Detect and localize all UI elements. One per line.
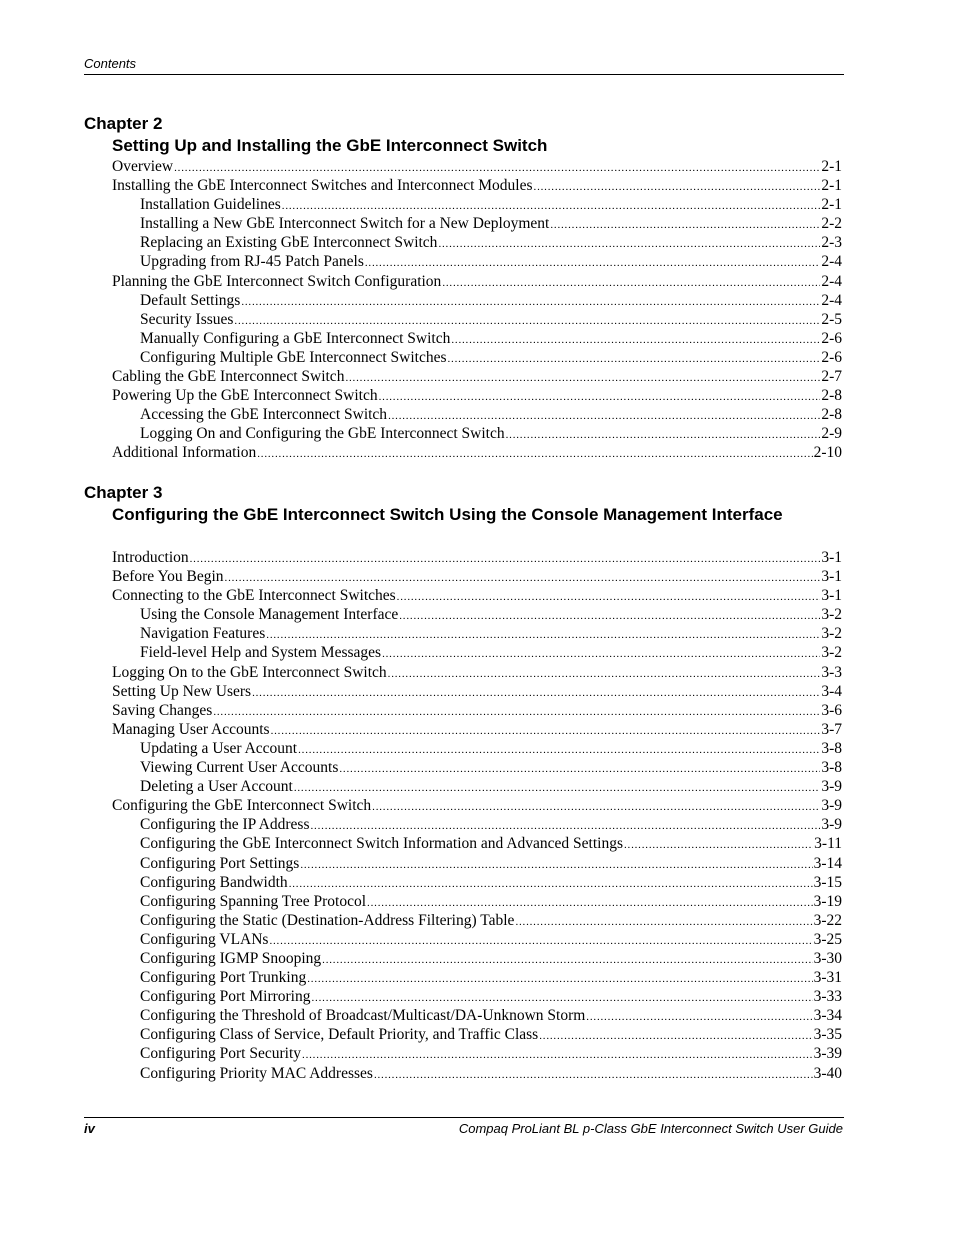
- toc-entry-title: Configuring the Static (Destination-Address Filtering) Table: [140, 911, 515, 929]
- toc-entry[interactable]: [112, 930, 842, 949]
- toc-entry-title: Upgrading from RJ-45 Patch Panels: [140, 253, 364, 271]
- toc-entry-title: Configuring IGMP Snooping: [140, 949, 322, 967]
- toc-entry-page: 3-40: [813, 1064, 842, 1082]
- toc-entry-title: Replacing an Existing GbE Interconnect Switch: [140, 234, 438, 252]
- dot-leader: [506, 426, 821, 445]
- dot-leader: [372, 798, 820, 817]
- toc-entry-page: 3-11: [814, 835, 842, 853]
- toc-entry[interactable]: [112, 386, 842, 405]
- toc-entry[interactable]: [112, 605, 842, 624]
- toc-entry-title: Installing the GbE Interconnect Switches and Interconnect Modules: [112, 177, 533, 195]
- toc-entry-page: 3-1: [821, 587, 842, 605]
- footer-rule: [84, 1117, 844, 1118]
- toc-entry-title: Installing a New GbE Interconnect Switch for a New Deployment: [140, 215, 550, 233]
- toc-entry-title: Manually Configuring a GbE Interconnect Switch: [140, 329, 451, 347]
- dot-leader: [269, 932, 812, 951]
- dot-leader: [550, 216, 820, 235]
- toc-entry[interactable]: [112, 195, 842, 214]
- toc-entry-title: Default Settings: [140, 291, 241, 309]
- toc-entry-title: Planning the GbE Interconnect Switch Configuration: [112, 272, 442, 290]
- toc-entry[interactable]: [112, 777, 842, 796]
- toc-entry-page: 2-5: [821, 310, 842, 328]
- toc-entry-title: Configuring Spanning Tree Protocol: [140, 892, 367, 910]
- toc-list: [112, 157, 842, 463]
- toc-entry[interactable]: [112, 367, 842, 386]
- toc-entry-title: Configuring Priority MAC Addresses: [140, 1064, 373, 1082]
- toc-entry[interactable]: [112, 873, 842, 892]
- dot-leader: [539, 1027, 812, 1046]
- dot-leader: [271, 722, 821, 741]
- dot-leader: [388, 665, 821, 684]
- toc-entry-page: 3-8: [821, 759, 842, 777]
- toc-entry-page: 3-33: [813, 988, 842, 1006]
- dot-leader: [252, 684, 820, 703]
- chapter-title: Configuring the GbE Interconnect Switch Using the Console Management Interface: [112, 505, 783, 524]
- toc-entry-title: Cabling the GbE Interconnect Switch: [112, 368, 345, 386]
- toc-entry-title: Powering Up the GbE Interconnect Switch: [112, 387, 378, 405]
- dot-leader: [586, 1008, 812, 1027]
- dot-leader: [241, 293, 820, 312]
- toc-entry[interactable]: [112, 424, 842, 443]
- dot-leader: [515, 913, 812, 932]
- dot-leader: [257, 445, 812, 464]
- toc-entry-page: 3-30: [813, 949, 842, 967]
- toc-entry[interactable]: [112, 586, 842, 605]
- dot-leader: [298, 741, 820, 760]
- toc-entry-title: Logging On to the GbE Interconnect Switch: [112, 663, 387, 681]
- toc-entry[interactable]: [112, 682, 842, 701]
- toc-entry[interactable]: [112, 405, 842, 424]
- toc-entry-title: Configuring the IP Address: [140, 816, 310, 834]
- dot-leader: [294, 779, 821, 798]
- dot-leader: [382, 645, 820, 664]
- toc-entry-title: Setting Up New Users: [112, 682, 252, 700]
- toc-entry[interactable]: [112, 739, 842, 758]
- dot-leader: [397, 588, 821, 607]
- toc-entry-page: 3-39: [813, 1045, 842, 1063]
- toc-entry-page: 2-8: [821, 387, 842, 405]
- dot-leader: [302, 1046, 813, 1065]
- dot-leader: [374, 1066, 813, 1085]
- toc-entry[interactable]: [112, 720, 842, 739]
- toc-entry-title: Configuring the GbE Interconnect Switch Information and Advanced Settings: [140, 835, 623, 853]
- toc-entry-page: 3-3: [821, 663, 842, 681]
- toc-entry-page: 2-1: [821, 177, 842, 195]
- toc-entry[interactable]: [112, 1025, 842, 1044]
- toc-entry[interactable]: [112, 443, 842, 462]
- toc-entry[interactable]: [112, 214, 842, 233]
- toc-entry[interactable]: [112, 567, 842, 586]
- chapter-label: Chapter 3: [84, 483, 163, 502]
- toc-entry-title: Configuring Multiple GbE Interconnect Switches: [140, 348, 447, 366]
- toc-entry-page: 3-9: [821, 797, 842, 815]
- dot-leader: [399, 607, 820, 626]
- dot-leader: [534, 178, 821, 197]
- toc-entry-title: Connecting to the GbE Interconnect Switches: [112, 587, 396, 605]
- toc-entry-page: 2-9: [821, 425, 842, 443]
- toc-entry-title: Security Issues: [140, 310, 234, 328]
- toc-entry-page: 3-34: [813, 1007, 842, 1025]
- toc-entry-page: 2-2: [821, 215, 842, 233]
- toc-entry[interactable]: [112, 1064, 842, 1083]
- toc-entry-page: 3-19: [813, 892, 842, 910]
- dot-leader: [379, 388, 821, 407]
- dot-leader: [438, 235, 820, 254]
- toc-entry[interactable]: [112, 949, 842, 968]
- toc-entry-page: 2-10: [813, 444, 842, 462]
- header-rule: [84, 74, 844, 75]
- dot-leader: [190, 550, 821, 569]
- toc-entry[interactable]: [112, 1044, 842, 1063]
- toc-entry-title: Introduction: [112, 549, 189, 566]
- toc-entry-page: 3-14: [813, 854, 842, 872]
- toc-entry-title: Configuring the Threshold of Broadcast/Multicast/DA-Unknown Storm: [140, 1007, 586, 1025]
- toc-entry-page: 3-25: [813, 930, 842, 948]
- toc-entry-page: 2-8: [821, 406, 842, 424]
- toc-entry-title: Overview: [112, 158, 174, 175]
- toc-entry[interactable]: [112, 624, 842, 643]
- toc-entry[interactable]: [112, 987, 842, 1006]
- toc-entry[interactable]: [112, 796, 842, 815]
- toc-entry-title: Accessing the GbE Interconnect Switch: [140, 406, 388, 424]
- dot-leader: [213, 703, 820, 722]
- toc-entry[interactable]: [112, 854, 842, 873]
- toc-entry-title: Configuring Port Trunking: [140, 969, 307, 987]
- toc-entry-title: Installation Guidelines: [140, 196, 281, 214]
- toc-entry[interactable]: [112, 157, 842, 176]
- toc-entry-page: 3-4: [821, 682, 842, 700]
- toc-entry-page: 2-4: [821, 253, 842, 271]
- toc-entry[interactable]: [112, 643, 842, 662]
- dot-leader: [442, 274, 820, 293]
- toc-entry-page: 3-15: [813, 873, 842, 891]
- toc-entry[interactable]: [112, 233, 842, 252]
- toc-entry-page: 3-2: [821, 644, 842, 662]
- toc-entry-title: Before You Begin: [112, 568, 224, 586]
- dot-leader: [300, 856, 812, 875]
- toc-entry-page: 3-2: [821, 625, 842, 643]
- running-head: Contents: [84, 56, 137, 71]
- toc-entry[interactable]: [112, 701, 842, 720]
- toc-entry-page: 3-35: [813, 1026, 842, 1044]
- toc-entry-title: Logging On and Configuring the GbE Interconnect Switch: [140, 425, 505, 443]
- toc-entry-title: Navigation Features: [140, 625, 266, 643]
- toc-entry-title: Using the Console Management Interface: [140, 606, 399, 624]
- dot-leader: [307, 970, 812, 989]
- toc-entry-page: 3-6: [821, 701, 842, 719]
- toc-entry-title: Configuring VLANs: [140, 930, 269, 948]
- toc-entry-page: 2-1: [821, 158, 842, 175]
- toc-entry-title: Additional Information: [112, 444, 257, 462]
- toc-entry[interactable]: [112, 834, 842, 853]
- toc-entry[interactable]: [112, 663, 842, 682]
- toc-entry[interactable]: [112, 815, 842, 834]
- dot-leader: [451, 331, 820, 350]
- toc-entry[interactable]: [112, 291, 842, 310]
- toc-entry[interactable]: [112, 1006, 842, 1025]
- toc-entry-title: Configuring Port Settings: [140, 854, 300, 872]
- toc-entry-page: 2-6: [821, 329, 842, 347]
- toc-entry-title: Configuring the GbE Interconnect Switch: [112, 797, 372, 815]
- toc-entry-page: 3-2: [821, 606, 842, 624]
- toc-entry[interactable]: [112, 272, 842, 291]
- toc-entry-title: Configuring Port Mirroring: [140, 988, 311, 1006]
- toc-entry-page: 3-1: [821, 568, 842, 586]
- toc-entry[interactable]: [112, 911, 842, 930]
- toc-entry-page: 3-1: [821, 549, 842, 566]
- toc-entry-page: 2-4: [821, 272, 842, 290]
- dot-leader: [289, 875, 813, 894]
- toc-entry-page: 3-31: [813, 969, 842, 987]
- page-number: iv: [84, 1121, 95, 1136]
- toc-entry-page: 3-7: [821, 720, 842, 738]
- toc-entry-title: Viewing Current User Accounts: [140, 759, 339, 777]
- toc-entry[interactable]: [112, 968, 842, 987]
- toc-entry-title: Updating a User Account: [140, 739, 298, 757]
- toc-entry-page: 3-8: [821, 739, 842, 757]
- toc-entry-title: Saving Changes: [112, 701, 213, 719]
- toc-list: [112, 548, 842, 1083]
- dot-leader: [339, 760, 820, 779]
- dot-leader: [448, 350, 821, 369]
- toc-entry-title: Configuring Class of Service, Default Priority, and Traffic Class: [140, 1026, 539, 1044]
- toc-entry-title: Field-level Help and System Messages: [140, 644, 382, 662]
- chapter-label: Chapter 2: [84, 114, 163, 133]
- toc-entry-page: 2-6: [821, 348, 842, 366]
- toc-entry-title: Managing User Accounts: [112, 720, 270, 738]
- toc-entry[interactable]: [112, 310, 842, 329]
- toc-entry[interactable]: [112, 758, 842, 777]
- toc-entry-title: Configuring Bandwidth: [140, 873, 288, 891]
- book-title: Compaq ProLiant BL p-Class GbE Interconnect Switch User Guide: [458, 1121, 843, 1136]
- toc-entry-title: Configuring Port Security: [140, 1045, 302, 1063]
- toc-entry[interactable]: [112, 176, 842, 195]
- dot-leader: [624, 836, 813, 855]
- toc-entry-title: Deleting a User Account: [140, 778, 293, 796]
- toc-entry-page: 3-9: [821, 816, 842, 834]
- toc-entry[interactable]: [112, 252, 842, 271]
- toc-entry[interactable]: [112, 348, 842, 367]
- dot-leader: [322, 951, 812, 970]
- toc-entry-page: 2-7: [821, 368, 842, 386]
- chapter-title: Setting Up and Installing the GbE Interconnect Switch: [112, 136, 548, 155]
- toc-entry-page: 2-1: [821, 196, 842, 214]
- toc-entry[interactable]: [112, 892, 842, 911]
- dot-leader: [345, 369, 820, 388]
- toc-entry-page: 2-4: [821, 291, 842, 309]
- toc-entry-page: 3-9: [821, 778, 842, 796]
- toc-entry[interactable]: [112, 329, 842, 348]
- toc-entry-page: 3-22: [813, 911, 842, 929]
- toc-entry[interactable]: [112, 548, 842, 567]
- toc-entry-page: 2-3: [821, 234, 842, 252]
